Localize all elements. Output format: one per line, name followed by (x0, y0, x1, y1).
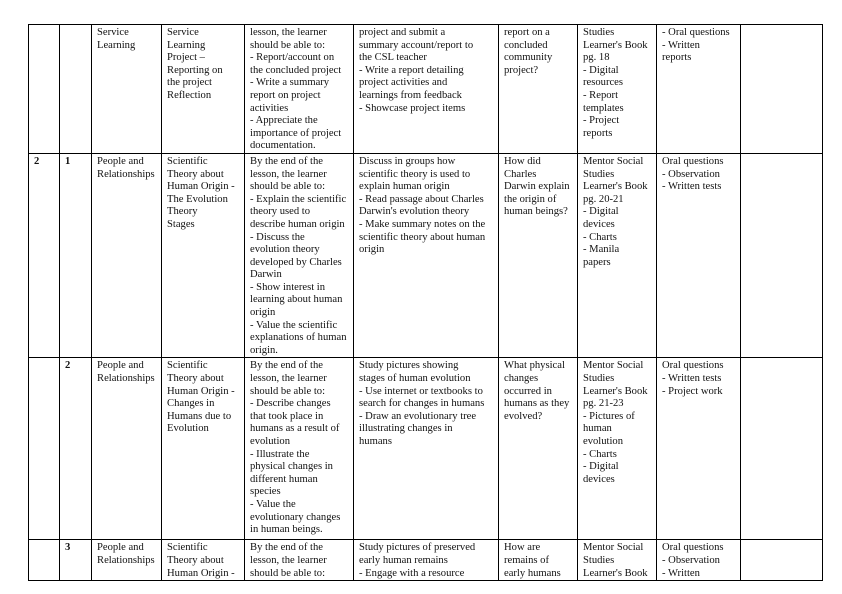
cell-experiences: Study pictures of preserved early human remains - Engage with a resource (354, 540, 499, 581)
table-row (29, 25, 823, 154)
cell-inquiry: How are remains of early humans (499, 540, 578, 581)
cell-sub-strand: Scientific Theory about Human Origin - The Evolution Theory Stages (162, 153, 245, 358)
table-row (29, 153, 823, 358)
cell-inquiry: How did Charles Darwin explain the origin of human beings? (499, 153, 578, 358)
cell-strand: People and Relationships (92, 153, 162, 358)
cell-week (29, 25, 60, 154)
cell-inquiry: What physical changes occurred in humans as they evolved? (499, 358, 578, 540)
cell-experiences: Study pictures showing stages of human evolution - Use internet or textbooks to search for changes in humans - Draw an evolutionary tree illustrating changes in humans (354, 358, 499, 540)
cell-lesson: 3 (60, 540, 92, 581)
cell-strand: Service Learning (92, 25, 162, 154)
cell-assessment: - Oral questions - Written reports (657, 25, 741, 154)
cell-resources: Mentor Social Studies Learner's Book (578, 540, 657, 581)
cell-strand: People and Relationships (92, 358, 162, 540)
cell-lesson: 1 (60, 153, 92, 358)
cell-sub-strand: Service Learning Project – Reporting on the project Reflection (162, 25, 245, 154)
cell-experiences: Discuss in groups how scientific theory is used to explain human origin - Read passage about Charles Darwin's evolution theory - Make summary notes on the scientific theory about human origin (354, 153, 499, 358)
scheme-of-work-table (28, 24, 823, 581)
cell-assessment: Oral questions - Observation - Written (657, 540, 741, 581)
cell-inquiry: report on a concluded community project? (499, 25, 578, 154)
cell-remarks (741, 25, 823, 154)
table-row (29, 540, 823, 581)
cell-resources: Mentor Social Studies Learner's Book pg. 20-21 - Digital devices - Charts - Manila papers (578, 153, 657, 358)
cell-remarks (741, 540, 823, 581)
cell-assessment: Oral questions - Observation - Written tests (657, 153, 741, 358)
cell-remarks (741, 358, 823, 540)
cell-outcomes: By the end of the lesson, the learner should be able to: - Explain the scientific theory used to describe human origin - Discuss the evolution theory developed by Charles Darwin - Show interest in learning about human origin - Value the scientific explanations of human origin. (245, 153, 354, 358)
cell-resources: Mentor Social Studies Learner's Book pg. 21-23 - Pictures of human evolution - Charts - Digital devices (578, 358, 657, 540)
cell-outcomes: By the end of the lesson, the learner should be able to: - Describe changes that took place in humans as a result of evolution - Illustrate the physical changes in different human species - Value the evolutionary changes in human beings. (245, 358, 354, 540)
cell-outcomes: By the end of the lesson, the learner should be able to: (245, 540, 354, 581)
cell-resources: Studies Learner's Book pg. 18 - Digital resources - Report templates - Project reports (578, 25, 657, 154)
cell-week (29, 540, 60, 581)
cell-lesson (60, 25, 92, 154)
cell-experiences: project and submit a summary account/report to the CSL teacher - Write a report detailing project activities and learnings from feedback - Showcase project items (354, 25, 499, 154)
table-row (29, 358, 823, 540)
cell-outcomes: lesson, the learner should be able to: - Report/account on the concluded project - Write a summary report on project activities - Appreciate the importance of project documentation. (245, 25, 354, 154)
cell-week (29, 358, 60, 540)
cell-sub-strand: Scientific Theory about Human Origin - (162, 540, 245, 581)
cell-sub-strand: Scientific Theory about Human Origin - Changes in Humans due to Evolution (162, 358, 245, 540)
cell-week: 2 (29, 153, 60, 358)
cell-strand: People and Relationships (92, 540, 162, 581)
cell-assessment: Oral questions - Written tests - Project work (657, 358, 741, 540)
cell-remarks (741, 153, 823, 358)
cell-lesson: 2 (60, 358, 92, 540)
